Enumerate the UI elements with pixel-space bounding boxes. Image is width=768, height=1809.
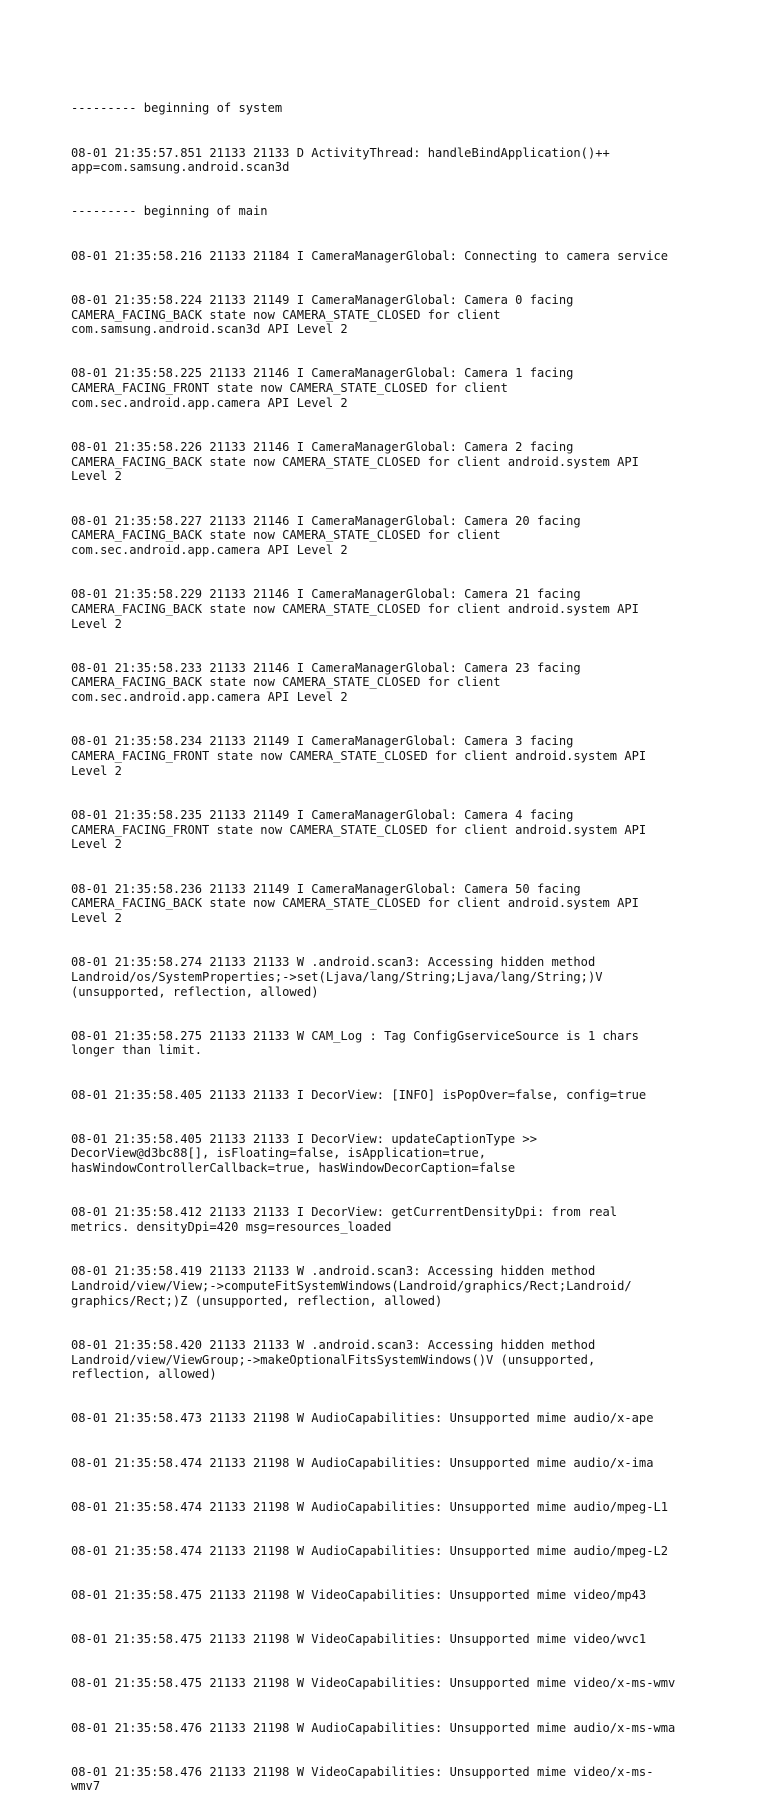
- log-line: 08-01 21:35:58.475 21133 21198 W VideoCapabilities: Unsupported mime video/wvc1: [71, 1632, 647, 1647]
- log-line: 08-01 21:35:58.476 21133 21198 W AudioCapabilities: Unsupported mime audio/x-ms-wma: [71, 1720, 676, 1735]
- log-line: 08-01 21:35:58.474 21133 21198 W AudioCapabilities: Unsupported mime audio/x-ima: [71, 1455, 654, 1470]
- log-line: 08-01 21:35:58.233 21133 21146 I CameraManagerGlobal: Camera 23 facing CAMERA_FACING_BACK state now CAMERA_STATE_CLOSED for client com.sec.android.app.camera API Level 2: [71, 660, 581, 705]
- log-line: 08-01 21:35:58.226 21133 21146 I CameraManagerGlobal: Camera 2 facing CAMERA_FACING_BACK state now CAMERA_STATE_CLOSED for client android.system API Level 2: [71, 439, 639, 484]
- log-line: 08-01 21:35:58.475 21133 21198 W VideoCapabilities: Unsupported mime video/x-ms-wmv: [71, 1676, 676, 1691]
- log-line: 08-01 21:35:58.235 21133 21149 I CameraManagerGlobal: Camera 4 facing CAMERA_FACING_FRONT state now CAMERA_STATE_CLOSED for client android.system API Level 2: [71, 807, 647, 852]
- log-text-body: [71, 72, 711, 1809]
- log-line: 08-01 21:35:58.474 21133 21198 W AudioCapabilities: Unsupported mime audio/mpeg-L1: [71, 1499, 669, 1514]
- log-line: 08-01 21:35:58.405 21133 21133 I DecorView: [INFO] isPopOver=false, config=true: [71, 1087, 647, 1102]
- log-line: 08-01 21:35:58.227 21133 21146 I CameraManagerGlobal: Camera 20 facing CAMERA_FACING_BACK state now CAMERA_STATE_CLOSED for client com.sec.android.app.camera API Level 2: [71, 513, 581, 557]
- log-line: 08-01 21:35:58.224 21133 21149 I CameraManagerGlobal: Camera 0 facing CAMERA_FACING_BACK state now CAMERA_STATE_CLOSED for client com.samsung.android.scan3d API Level 2: [71, 292, 574, 337]
- log-line: 08-01 21:35:58.474 21133 21198 W AudioCapabilities: Unsupported mime audio/mpeg-L2: [71, 1543, 669, 1558]
- log-line: 08-01 21:35:58.475 21133 21198 W VideoCapabilities: Unsupported mime video/mp43: [71, 1588, 647, 1603]
- log-line: 08-01 21:35:58.420 21133 21133 W .android.scan3: Accessing hidden method Landroid/view/ViewGroup;->makeOptionalFitsSystemWindows()V (unsupported, reflection, allowed): [71, 1337, 596, 1382]
- log-line: 08-01 21:35:58.216 21133 21184 I CameraManagerGlobal: Connecting to camera service: [71, 248, 669, 263]
- log-line: 08-01 21:35:58.476 21133 21198 W VideoCapabilities: Unsupported mime video/x-ms- wmv7: [71, 1764, 654, 1794]
- log-line: --------- beginning of system: [71, 101, 283, 116]
- log-line: 08-01 21:35:58.412 21133 21133 I DecorView: getCurrentDensityDpi: from real metrics. densityDpi=420 msg=resources_loaded: [71, 1205, 618, 1235]
- log-line: 08-01 21:35:58.473 21133 21198 W AudioCapabilities: Unsupported mime audio/x-ape: [71, 1411, 654, 1426]
- log-line: 08-01 21:35:58.405 21133 21133 I DecorView: updateCaptionType >> DecorView@d3bc88[], isFloating=false, isApplication=true, hasWindowControllerCallback=true, hasWindowDecorCaption=false: [71, 1131, 537, 1176]
- log-line: 08-01 21:35:58.274 21133 21133 W .android.scan3: Accessing hidden method Landroid/os/SystemProperties;->set(Ljava/lang/String;Ljava/lang/String;)V (unsupported, reflection, allowed): [71, 955, 603, 999]
- log-line: 08-01 21:35:58.234 21133 21149 I CameraManagerGlobal: Camera 3 facing CAMERA_FACING_FRONT state now CAMERA_STATE_CLOSED for client android.system API Level 2: [71, 734, 647, 778]
- log-line: 08-01 21:35:58.236 21133 21149 I CameraManagerGlobal: Camera 50 facing CAMERA_FACING_BACK state now CAMERA_STATE_CLOSED for client android.system API Level 2: [71, 881, 639, 925]
- log-line: --------- beginning of main: [71, 204, 268, 219]
- log-line: 08-01 21:35:58.225 21133 21146 I CameraManagerGlobal: Camera 1 facing CAMERA_FACING_FRONT state now CAMERA_STATE_CLOSED for client com.sec.android.app.camera API Level 2: [71, 366, 574, 410]
- log-line: 08-01 21:35:58.275 21133 21133 W CAM_Log : Tag ConfigGserviceSource is 1 chars longer than limit.: [71, 1028, 639, 1058]
- log-line: 08-01 21:35:58.229 21133 21146 I CameraManagerGlobal: Camera 21 facing CAMERA_FACING_BACK state now CAMERA_STATE_CLOSED for client android.system API Level 2: [71, 587, 639, 631]
- log-line: 08-01 21:35:57.851 21133 21133 D ActivityThread: handleBindApplication()++ app=com.samsung.android.scan3d: [71, 145, 610, 175]
- log-line: 08-01 21:35:58.419 21133 21133 W .android.scan3: Accessing hidden method Landroid/view/View;->computeFitSystemWindows(Landroid/graphics/Rect;Landroid/ graphics/Rect;)Z (unsupported, reflection, allowed): [71, 1264, 632, 1308]
